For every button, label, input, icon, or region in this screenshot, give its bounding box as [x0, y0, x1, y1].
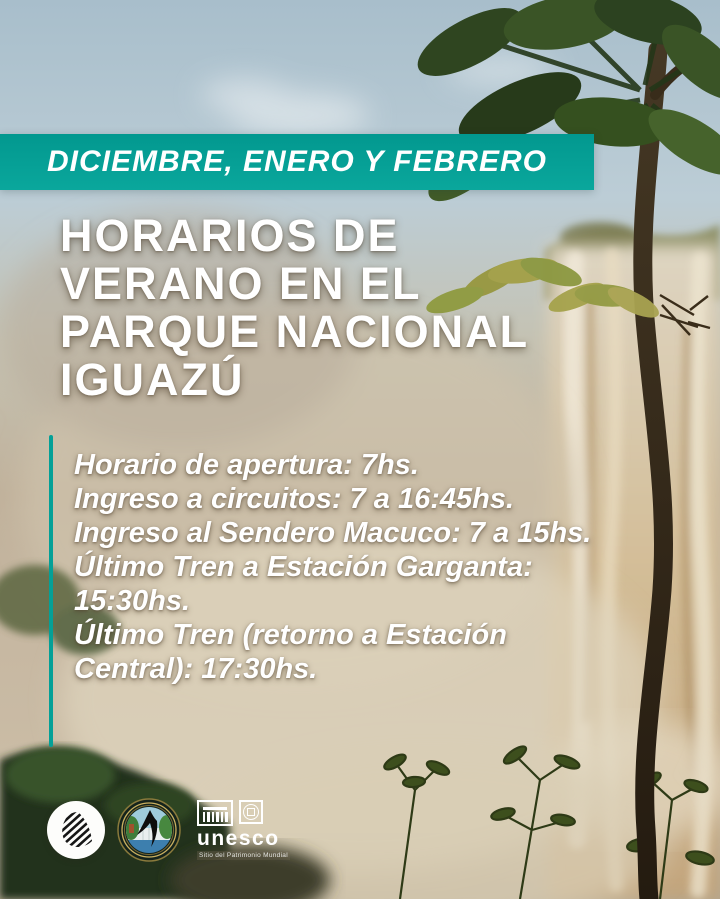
poster-title-line: VERANO EN EL [60, 258, 422, 309]
unesco-logo [197, 800, 290, 860]
poster-title-line: PARQUE NACIONAL [60, 306, 530, 357]
schedule-item: Último Tren (retorno a Estación Central): 17:30hs. [74, 619, 507, 685]
logo-row [47, 795, 290, 865]
accent-vertical-line [49, 435, 53, 747]
schedule-item: Último Tren a Estación Garganta: 15:30hs. [74, 551, 533, 617]
schedule-item: Ingreso a circuitos: 7 a 16:45hs. [74, 483, 515, 515]
striped-leaf-icon [47, 801, 105, 859]
iguazu-brand-logo [47, 801, 105, 859]
poster-title [60, 212, 529, 404]
national-park-badge-logo [117, 798, 181, 862]
schedule-list [74, 448, 634, 686]
unesco-subtitle: Sitio del Patrimonio Mundial [199, 852, 288, 859]
poster-title-line: IGUAZÚ [60, 354, 245, 405]
unesco-temple-icon [197, 800, 233, 826]
month-banner-text: DICIEMBRE, ENERO Y FEBRERO [47, 145, 547, 178]
unesco-icons [197, 800, 263, 826]
month-banner [0, 134, 594, 190]
schedule-item: Horario de apertura: 7hs. [74, 449, 419, 481]
schedule-item: Ingreso al Sendero Macuco: 7 a 15hs. [74, 517, 592, 549]
unesco-wordmark: unesco [197, 827, 280, 850]
poster-title-line: HORARIOS DE [60, 210, 400, 261]
world-heritage-emblem-icon [239, 800, 263, 824]
